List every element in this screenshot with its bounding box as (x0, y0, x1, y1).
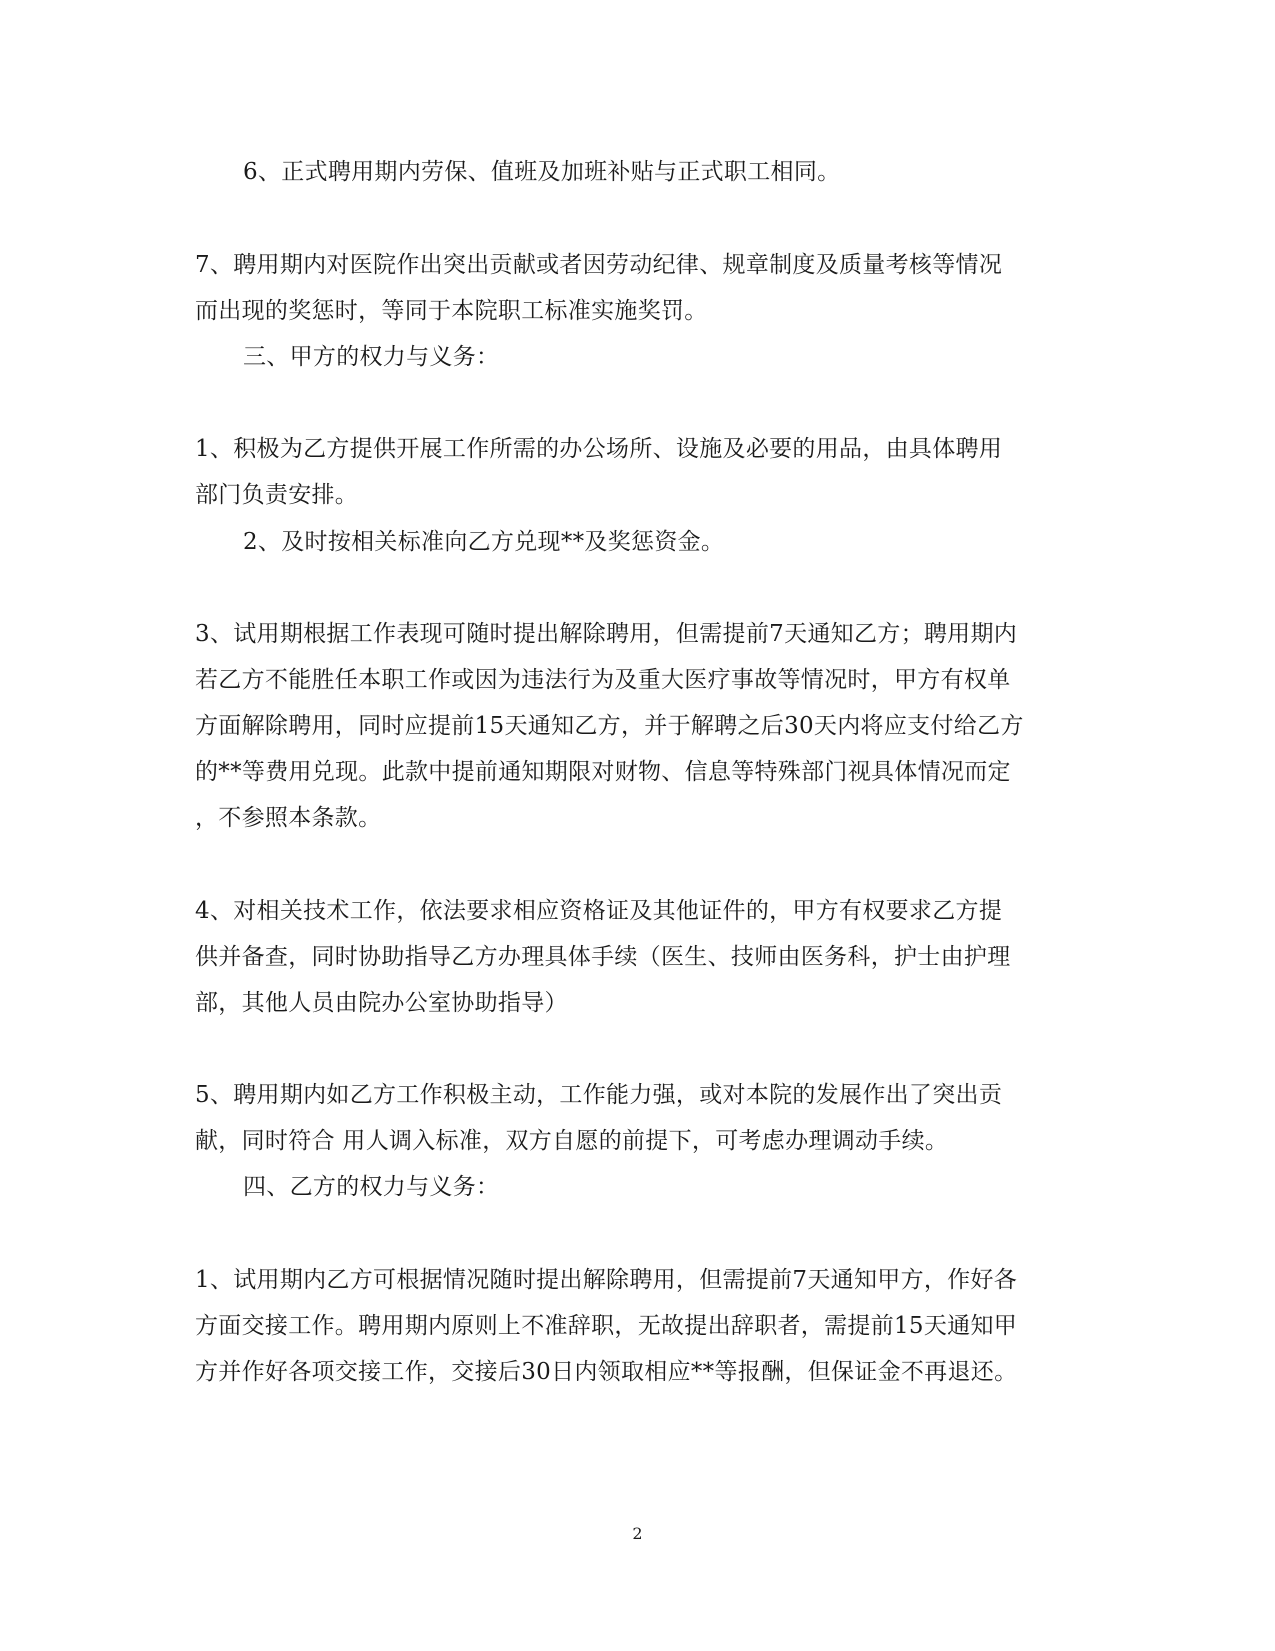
party-a-clause-4-line-1: 4、对相关技术工作，依法要求相应资格证及其他证件的，甲方有权要求乙方提 (195, 898, 1003, 924)
party-a-clause-5-line-2: 献，同时符合 用人调入标准，双方自愿的前提下，可考虑办理调动手续。 (195, 1128, 949, 1154)
party-a-clause-3-line-1: 3、试用期根据工作表现可随时提出解除聘用，但需提前7天通知乙方；聘用期内 (195, 621, 1018, 647)
party-a-clause-2-line-1: 2、及时按相关标准向乙方兑现**及奖惩资金。 (243, 529, 725, 555)
party-a-clause-5-line-1: 5、聘用期内如乙方工作积极主动，工作能力强，或对本院的发展作出了突出贡 (195, 1082, 1003, 1108)
clause-7-line-1: 7、聘用期内对医院作出突出贡献或者因劳动纪律、规章制度及质量考核等情况 (195, 252, 1003, 278)
party-a-clause-3-line-3: 方面解除聘用，同时应提前15天通知乙方，并于解聘之后30天内将应支付给乙方 (195, 713, 1024, 739)
party-a-clause-1-line-2: 部门负责安排。 (195, 482, 359, 508)
party-a-clause-3-line-2: 若乙方不能胜任本职工作或因为违法行为及重大医疗事故等情况时，甲方有权单 (195, 667, 1011, 693)
clause-7-line-2: 而出现的奖惩时，等同于本院职工标准实施奖罚。 (195, 298, 708, 324)
party-b-clause-1-line-1: 1、试用期内乙方可根据情况随时提出解除聘用，但需提前7天通知甲方，作好各 (195, 1267, 1018, 1293)
section-4-heading: 四、乙方的权力与义务： (243, 1174, 500, 1200)
party-a-clause-1-line-1: 1、积极为乙方提供开展工作所需的办公场所、设施及必要的用品，由具体聘用 (195, 436, 1003, 462)
party-a-clause-3-line-4: 的**等费用兑现。此款中提前通知期限对财物、信息等特殊部门视具体情况而定 (195, 759, 1011, 785)
party-a-clause-3-line-5: ，不参照本条款。 (195, 805, 382, 831)
party-a-clause-4-line-3: 部，其他人员由院办公室协助指导） (195, 990, 568, 1016)
party-b-clause-1-line-3: 方并作好各项交接工作，交接后30日内领取相应**等报酬，但保证金不再退还。 (195, 1359, 1018, 1385)
clause-6-line-1: 6、正式聘用期内劳保、值班及加班补贴与正式职工相同。 (243, 159, 841, 185)
party-b-clause-1-line-2: 方面交接工作。聘用期内原则上不准辞职，无故提出辞职者，需提前15天通知甲 (195, 1313, 1018, 1339)
section-3-heading: 三、甲方的权力与义务： (243, 344, 500, 370)
page-number: 2 (632, 1524, 643, 1543)
party-a-clause-4-line-2: 供并备查，同时协助指导乙方办理具体手续（医生、技师由医务科，护士由护理 (195, 944, 1011, 970)
